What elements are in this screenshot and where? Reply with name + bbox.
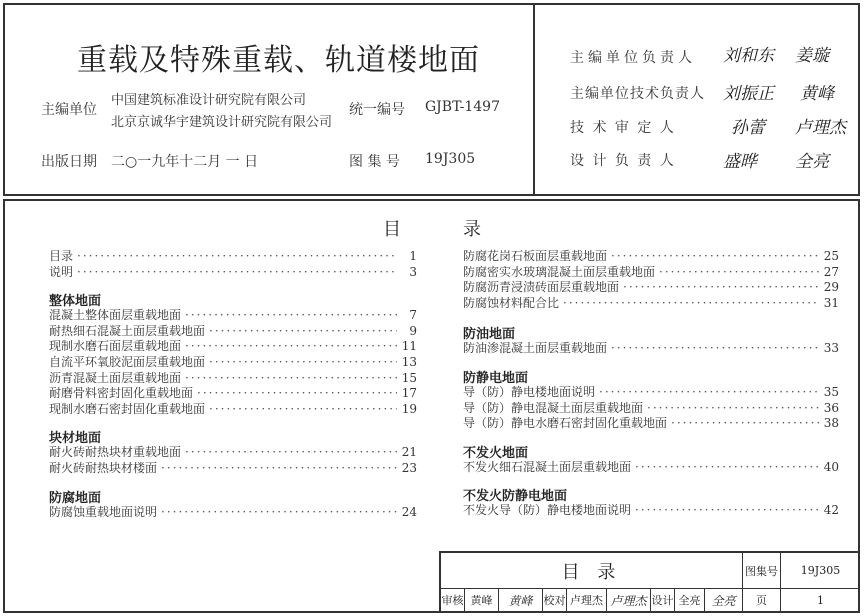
header-panel — [3, 3, 860, 196]
toc-entry-page: 31 — [823, 295, 839, 310]
review-signature: 黄峰 — [499, 589, 543, 611]
signature-2a: 刘振正 — [723, 84, 774, 104]
toc-entry-title: 防腐花岗石板面层重载地面 — [463, 249, 608, 263]
toc-entry-title: 沥青混凝土面层重载地面 — [49, 370, 182, 385]
toc-entry[interactable] — [463, 416, 839, 432]
toc-entry-page: 38 — [823, 416, 839, 431]
toc-entry[interactable] — [463, 280, 839, 296]
toc-entry-page: 15 — [401, 370, 417, 385]
toc-entry-page: 1 — [409, 249, 417, 263]
toc-entry-title: 耐火砖耐热块材重载地面 — [49, 445, 182, 460]
toc-entry-title: 自流平环氧胶泥面层重载地面 — [49, 354, 206, 369]
check-label: 校对 — [543, 589, 567, 611]
title-block-atlas-value: 19J305 — [781, 553, 860, 589]
toc-entry[interactable] — [49, 505, 417, 521]
title-block — [439, 551, 860, 611]
date-label: 出版日期 — [41, 154, 97, 170]
page-label: 页 — [743, 589, 781, 611]
responsible-role-2: 主编单位技术负责人 — [570, 86, 705, 102]
toc-entry-page: 27 — [823, 264, 839, 279]
toc-section-heading: 防静电地面 — [463, 370, 529, 386]
toc-entry-title: 不发火细石混凝土面层重载地面 — [463, 459, 632, 474]
toc-section-heading: 不发火地面 — [463, 445, 529, 461]
toc-entry-title: 防油渗混凝土面层重载地面 — [463, 341, 608, 356]
toc-entry-title: 耐火砖耐热块材楼面 — [49, 460, 158, 475]
toc-section-heading: 防腐地面 — [49, 490, 102, 506]
toc-panel — [3, 199, 860, 613]
toc-entry-page: 11 — [401, 339, 417, 354]
toc-entry-page: 25 — [823, 249, 839, 263]
toc-section-heading: 块材地面 — [49, 431, 102, 447]
toc-leader-dots — [197, 386, 397, 402]
toc-entry[interactable] — [49, 355, 417, 371]
toc-entry-page: 21 — [401, 445, 417, 460]
toc-entry-title: 耐热细石混凝土面层重载地面 — [49, 323, 206, 338]
signature-3a: 孙蕾 — [731, 118, 765, 138]
review-name: 黄峰 — [465, 589, 499, 611]
toc-entry[interactable] — [49, 249, 417, 265]
atlas-number-value: 19J305 — [425, 151, 476, 167]
toc-leader-dots — [185, 339, 397, 355]
serial-value: GJBT-1497 — [425, 99, 500, 115]
toc-entry-page: 17 — [401, 386, 417, 401]
toc-entry[interactable] — [49, 461, 417, 477]
check-name: 卢理杰 — [567, 589, 607, 611]
signature-1b: 姜璇 — [795, 46, 829, 66]
responsible-role-1: 主编单位负责人 — [570, 50, 696, 66]
toc-entry[interactable] — [49, 324, 417, 340]
toc-entry-title: 说明 — [49, 264, 74, 279]
review-label: 审核 — [441, 589, 465, 611]
editor-unit-2: 北京京诚华宇建筑设计研究院有限公司 — [111, 115, 333, 130]
toc-entry-title: 导（防）静电混凝土面层重载地面 — [463, 400, 644, 415]
toc-entry-title: 现制水磨石面层重载地面 — [49, 339, 182, 354]
design-name: 全亮 — [675, 589, 705, 611]
toc-entry-title: 导（防）静电水磨石密封固化重载地面 — [463, 416, 668, 431]
toc-entry-page: 40 — [823, 459, 839, 474]
toc-entry[interactable] — [49, 308, 417, 324]
toc-entry[interactable] — [49, 402, 417, 418]
toc-entry[interactable] — [463, 296, 839, 312]
signature-4b: 全亮 — [795, 152, 829, 172]
editor-unit-1: 中国建筑标准设计研究院有限公司 — [111, 93, 307, 108]
signature-4a: 盛晔 — [723, 152, 757, 172]
toc-entry-title: 目录 — [49, 249, 74, 263]
toc-leader-dots — [185, 308, 397, 324]
editor-label: 主编单位 — [41, 102, 97, 118]
signature-1a: 刘和东 — [723, 46, 774, 66]
toc-entry[interactable] — [49, 445, 417, 461]
toc-entry[interactable] — [49, 371, 417, 387]
toc-entry-title: 耐磨骨料密封固化重载地面 — [49, 386, 194, 401]
page-value: 1 — [817, 593, 824, 607]
toc-entry-title: 现制水磨石密封固化重载地面 — [49, 401, 206, 416]
toc-entry-page: 7 — [409, 308, 417, 323]
toc-entry-page: 29 — [823, 280, 839, 295]
design-label: 设计 — [651, 589, 675, 611]
toc-leader-dots — [623, 280, 819, 296]
toc-left-column — [49, 249, 417, 520]
toc-leader-dots — [671, 416, 819, 432]
date-value: 二○一九年十二月 一 日 — [111, 154, 259, 170]
toc-entry[interactable] — [463, 341, 839, 357]
design-signature: 全亮 — [705, 589, 743, 611]
toc-entry-page: 42 — [823, 503, 839, 518]
responsible-role-3: 技 术 审 定 人 — [570, 120, 676, 136]
toc-section-heading: 防油地面 — [463, 327, 516, 343]
toc-leader-dots — [161, 505, 397, 521]
toc-entry-page: 19 — [401, 401, 417, 416]
signature-2b: 黄峰 — [800, 84, 834, 104]
toc-entry-page: 3 — [409, 264, 417, 279]
toc-section-heading: 不发火防静电地面 — [463, 489, 568, 505]
toc-entry[interactable] — [49, 339, 417, 355]
toc-entry-title: 防腐密实水玻璃混凝土面层重载地面 — [463, 264, 656, 279]
toc-leader-dots — [659, 265, 819, 281]
toc-entry-page: 33 — [823, 341, 839, 356]
toc-leader-dots — [209, 324, 397, 340]
toc-entry[interactable] — [463, 460, 839, 476]
toc-right-column — [463, 249, 839, 519]
toc-leader-dots — [77, 249, 397, 265]
toc-entry-page: 9 — [409, 323, 417, 338]
responsible-role-4: 设 计 负 责 人 — [570, 153, 676, 169]
toc-leader-dots — [611, 341, 819, 357]
toc-entry-page: 24 — [401, 504, 417, 519]
toc-leader-dots — [599, 385, 819, 401]
toc-leader-dots — [635, 503, 819, 519]
atlas-number-label: 图 集 号 — [349, 154, 400, 170]
toc-section-heading: 整体地面 — [49, 294, 102, 310]
toc-leader-dots — [563, 296, 819, 312]
toc-entry[interactable] — [463, 249, 839, 265]
toc-leader-dots — [647, 401, 819, 417]
toc-title-left: 目 — [383, 219, 401, 240]
signature-3b: 卢理杰 — [795, 118, 846, 138]
toc-entry[interactable] — [49, 265, 417, 281]
header-divider — [533, 5, 535, 194]
toc-entry-page: 36 — [823, 400, 839, 415]
toc-leader-dots — [77, 265, 397, 281]
toc-leader-dots — [185, 371, 397, 387]
serial-label: 统一编号 — [349, 102, 405, 118]
toc-entry[interactable] — [49, 386, 417, 402]
atlas-title: 重载及特殊重载、轨道楼地面 — [77, 43, 480, 78]
toc-entry-page: 23 — [401, 460, 417, 475]
toc-leader-dots — [611, 249, 819, 265]
toc-entry-page: 13 — [401, 354, 417, 369]
toc-title-right: 录 — [463, 219, 481, 240]
toc-leader-dots — [185, 445, 397, 461]
toc-entry[interactable] — [463, 385, 839, 401]
title-block-name: 目 录 — [441, 553, 743, 589]
toc-leader-dots — [209, 355, 397, 371]
toc-entry-title: 导（防）静电楼地面说明 — [463, 384, 596, 399]
toc-entry[interactable] — [463, 401, 839, 417]
toc-entry[interactable] — [463, 265, 839, 281]
toc-entry-title: 防腐沥青浸渍砖面层重载地面 — [463, 280, 620, 295]
toc-entry-title: 防腐蚀材料配合比 — [463, 295, 560, 310]
toc-leader-dots — [209, 402, 397, 418]
toc-entry-page: 35 — [823, 384, 839, 399]
toc-leader-dots — [635, 460, 819, 476]
toc-entry-title: 混凝土整体面层重载地面 — [49, 308, 182, 323]
toc-entry-title: 不发火导（防）静电楼地面说明 — [463, 503, 632, 518]
toc-leader-dots — [161, 461, 397, 477]
toc-entry-title: 防腐蚀重载地面说明 — [49, 504, 158, 519]
check-signature: 卢理杰 — [607, 589, 651, 611]
toc-entry[interactable] — [463, 503, 839, 519]
title-block-atlas-label: 图集号 — [743, 553, 781, 589]
